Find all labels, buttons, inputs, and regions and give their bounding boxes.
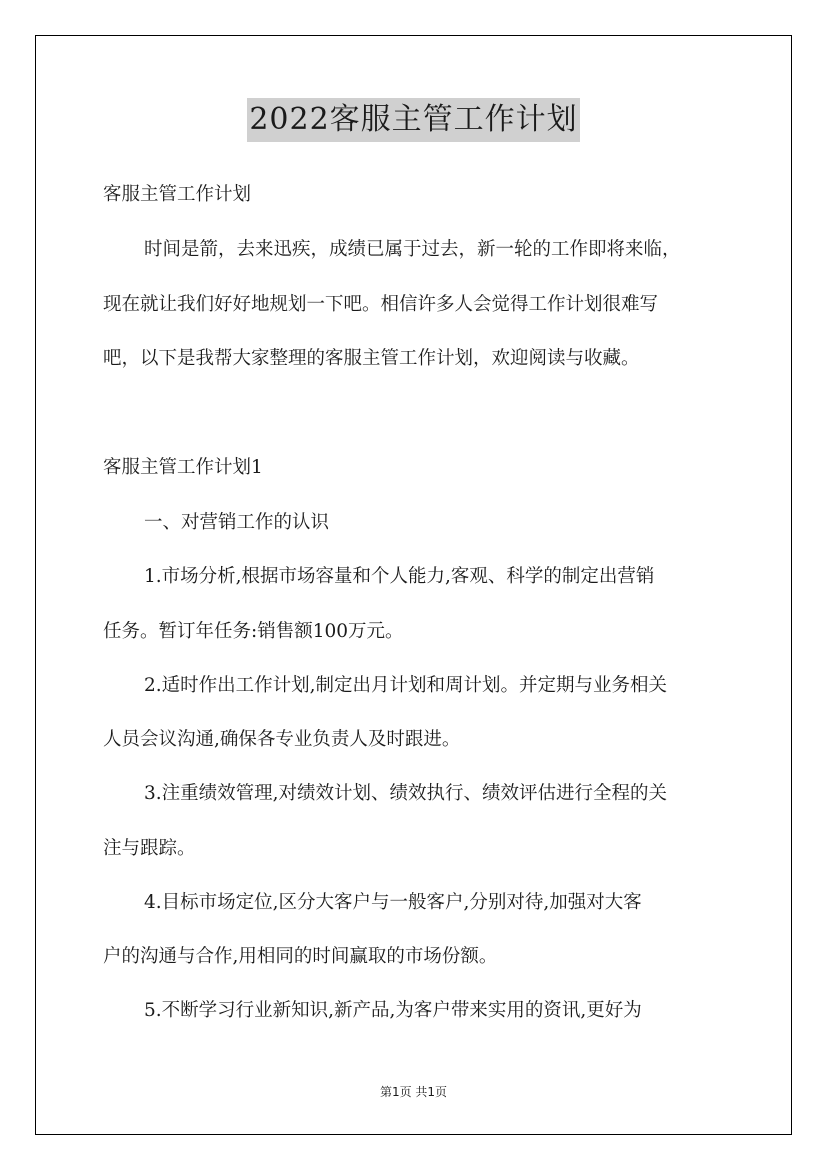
item-3-line-2: 注与跟踪。	[103, 838, 196, 859]
item-4-line-2: 户的沟通与合作,用相同的时间赢取的市场份额。	[103, 946, 498, 967]
item-1-line-1: 1.市场分析,根据市场容量和个人能力,客观、科学的制定出营销	[144, 566, 655, 587]
page-footer: 第1页 共1页	[379, 1085, 448, 1099]
intro-line-2: 现在就让我们好好地规划一下吧。相信许多人会觉得工作计划很难写	[103, 294, 659, 315]
heading-main: 客服主管工作计划	[103, 184, 252, 205]
item-4-line-1: 4.目标市场定位,区分大客户与一般客户,分别对待,加强对大客	[144, 892, 642, 913]
item-3-line-1: 3.注重绩效管理,对绩效计划、绩效执行、绩效评估进行全程的关	[144, 783, 668, 804]
heading-plan-1: 客服主管工作计划1	[103, 457, 263, 478]
item-2-line-1: 2.适时作出工作计划,制定出月计划和周计划。并定期与业务相关	[144, 675, 668, 696]
item-2-line-2: 人员会议沟通,确保各专业负责人及时跟进。	[103, 729, 461, 750]
intro-line-1: 时间是箭，去来迅疾，成绩已属于过去，新一轮的工作即将来临，	[144, 239, 681, 260]
section-title-1: 一、对营销工作的认识	[144, 512, 330, 533]
document-title: 2022客服主管工作计划	[247, 98, 579, 142]
item-1-line-2: 任务。暂订年任务:销售额100万元。	[103, 621, 404, 642]
intro-line-3: 吧，以下是我帮大家整理的客服主管工作计划，欢迎阅读与收藏。	[103, 348, 640, 369]
title-container	[0, 98, 827, 142]
item-5-line-1: 5.不断学习行业新知识,新产品,为客户带来实用的资讯,更好为	[144, 1000, 642, 1021]
